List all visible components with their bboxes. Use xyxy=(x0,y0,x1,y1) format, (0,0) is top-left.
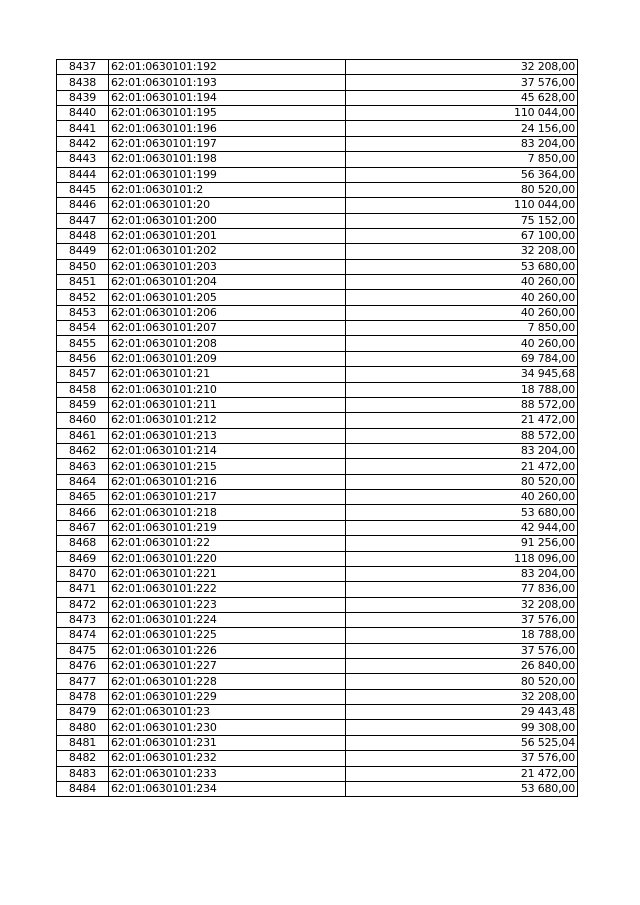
row-number-cell: 8457 xyxy=(57,367,109,382)
row-number-cell: 8448 xyxy=(57,228,109,243)
table-row xyxy=(57,720,578,735)
value-cell: 32 208,00 xyxy=(346,689,578,704)
table-row xyxy=(57,751,578,766)
table-row xyxy=(57,351,578,366)
row-number-cell: 8475 xyxy=(57,643,109,658)
cadastral-number-cell: 62:01:0630101:211 xyxy=(109,397,346,412)
cadastral-number-cell: 62:01:0630101:210 xyxy=(109,382,346,397)
table-row xyxy=(57,443,578,458)
row-number-cell: 8437 xyxy=(57,60,109,75)
table-row xyxy=(57,597,578,612)
table-row xyxy=(57,336,578,351)
row-number-cell: 8449 xyxy=(57,244,109,259)
table-row xyxy=(57,136,578,151)
value-cell: 110 044,00 xyxy=(346,106,578,121)
value-cell: 53 680,00 xyxy=(346,259,578,274)
row-number-cell: 8447 xyxy=(57,213,109,228)
cadastral-number-cell: 62:01:0630101:230 xyxy=(109,720,346,735)
cadastral-number-cell: 62:01:0630101:220 xyxy=(109,551,346,566)
value-cell: 21 472,00 xyxy=(346,766,578,781)
row-number-cell: 8444 xyxy=(57,167,109,182)
value-cell: 32 208,00 xyxy=(346,244,578,259)
row-number-cell: 8480 xyxy=(57,720,109,735)
row-number-cell: 8466 xyxy=(57,505,109,520)
row-number-cell: 8451 xyxy=(57,275,109,290)
row-number-cell: 8439 xyxy=(57,90,109,105)
value-cell: 75 152,00 xyxy=(346,213,578,228)
table-row xyxy=(57,735,578,750)
row-number-cell: 8463 xyxy=(57,459,109,474)
value-cell: 110 044,00 xyxy=(346,198,578,213)
table-row xyxy=(57,305,578,320)
row-number-cell: 8442 xyxy=(57,136,109,151)
value-cell: 37 576,00 xyxy=(346,612,578,627)
value-cell: 18 788,00 xyxy=(346,382,578,397)
table-row xyxy=(57,536,578,551)
cadastral-number-cell: 62:01:0630101:2 xyxy=(109,182,346,197)
value-cell: 40 260,00 xyxy=(346,336,578,351)
cadastral-number-cell: 62:01:0630101:206 xyxy=(109,305,346,320)
value-cell: 37 576,00 xyxy=(346,751,578,766)
value-cell: 88 572,00 xyxy=(346,397,578,412)
row-number-cell: 8460 xyxy=(57,413,109,428)
row-number-cell: 8452 xyxy=(57,290,109,305)
row-number-cell: 8456 xyxy=(57,351,109,366)
cadastral-number-cell: 62:01:0630101:23 xyxy=(109,705,346,720)
table-row xyxy=(57,259,578,274)
table-row xyxy=(57,766,578,781)
table-row xyxy=(57,505,578,520)
cadastral-number-cell: 62:01:0630101:212 xyxy=(109,413,346,428)
row-number-cell: 8477 xyxy=(57,674,109,689)
value-cell: 26 840,00 xyxy=(346,659,578,674)
value-cell: 53 680,00 xyxy=(346,505,578,520)
table-row xyxy=(57,474,578,489)
cadastral-number-cell: 62:01:0630101:21 xyxy=(109,367,346,382)
table-row xyxy=(57,60,578,75)
row-number-cell: 8443 xyxy=(57,152,109,167)
value-cell: 40 260,00 xyxy=(346,290,578,305)
row-number-cell: 8465 xyxy=(57,490,109,505)
row-number-cell: 8446 xyxy=(57,198,109,213)
cadastral-number-cell: 62:01:0630101:199 xyxy=(109,167,346,182)
table-row xyxy=(57,413,578,428)
cadastral-number-cell: 62:01:0630101:213 xyxy=(109,428,346,443)
cadastral-number-cell: 62:01:0630101:228 xyxy=(109,674,346,689)
table-row xyxy=(57,90,578,105)
cadastral-number-cell: 62:01:0630101:200 xyxy=(109,213,346,228)
value-cell: 99 308,00 xyxy=(346,720,578,735)
table-row xyxy=(57,659,578,674)
table-row xyxy=(57,367,578,382)
table-row xyxy=(57,121,578,136)
value-cell: 29 443,48 xyxy=(346,705,578,720)
cadastral-number-cell: 62:01:0630101:201 xyxy=(109,228,346,243)
value-cell: 56 364,00 xyxy=(346,167,578,182)
row-number-cell: 8471 xyxy=(57,582,109,597)
cadastral-number-cell: 62:01:0630101:208 xyxy=(109,336,346,351)
value-cell: 18 788,00 xyxy=(346,628,578,643)
row-number-cell: 8462 xyxy=(57,443,109,458)
row-number-cell: 8455 xyxy=(57,336,109,351)
value-cell: 32 208,00 xyxy=(346,60,578,75)
cadastral-number-cell: 62:01:0630101:234 xyxy=(109,781,346,796)
cadastral-number-cell: 62:01:0630101:231 xyxy=(109,735,346,750)
value-cell: 42 944,00 xyxy=(346,520,578,535)
table-row xyxy=(57,612,578,627)
table-row xyxy=(57,275,578,290)
row-number-cell: 8453 xyxy=(57,305,109,320)
value-cell: 45 628,00 xyxy=(346,90,578,105)
cadastral-number-cell: 62:01:0630101:207 xyxy=(109,321,346,336)
table-row xyxy=(57,198,578,213)
cadastral-number-cell: 62:01:0630101:227 xyxy=(109,659,346,674)
table-row xyxy=(57,213,578,228)
row-number-cell: 8467 xyxy=(57,520,109,535)
row-number-cell: 8458 xyxy=(57,382,109,397)
table-row xyxy=(57,228,578,243)
row-number-cell: 8476 xyxy=(57,659,109,674)
row-number-cell: 8445 xyxy=(57,182,109,197)
row-number-cell: 8454 xyxy=(57,321,109,336)
cadastral-number-cell: 62:01:0630101:20 xyxy=(109,198,346,213)
table-row xyxy=(57,182,578,197)
table-row xyxy=(57,244,578,259)
value-cell: 56 525,04 xyxy=(346,735,578,750)
table-row xyxy=(57,705,578,720)
value-cell: 83 204,00 xyxy=(346,136,578,151)
row-number-cell: 8469 xyxy=(57,551,109,566)
table-row xyxy=(57,397,578,412)
cadastral-number-cell: 62:01:0630101:226 xyxy=(109,643,346,658)
value-cell: 32 208,00 xyxy=(346,597,578,612)
cadastral-number-cell: 62:01:0630101:202 xyxy=(109,244,346,259)
value-cell: 40 260,00 xyxy=(346,490,578,505)
cadastral-number-cell: 62:01:0630101:223 xyxy=(109,597,346,612)
table-row xyxy=(57,106,578,121)
table-row xyxy=(57,490,578,505)
table-row xyxy=(57,628,578,643)
table-row xyxy=(57,321,578,336)
value-cell: 80 520,00 xyxy=(346,182,578,197)
value-cell: 67 100,00 xyxy=(346,228,578,243)
cadastral-number-cell: 62:01:0630101:221 xyxy=(109,566,346,581)
value-cell: 7 850,00 xyxy=(346,321,578,336)
cadastral-number-cell: 62:01:0630101:232 xyxy=(109,751,346,766)
cadastral-number-cell: 62:01:0630101:229 xyxy=(109,689,346,704)
cadastral-number-cell: 62:01:0630101:216 xyxy=(109,474,346,489)
cadastral-number-cell: 62:01:0630101:195 xyxy=(109,106,346,121)
value-cell: 83 204,00 xyxy=(346,566,578,581)
table-row xyxy=(57,582,578,597)
value-cell: 34 945,68 xyxy=(346,367,578,382)
value-cell: 21 472,00 xyxy=(346,459,578,474)
cadastral-number-cell: 62:01:0630101:222 xyxy=(109,582,346,597)
cadastral-value-table xyxy=(56,59,578,797)
value-cell: 69 784,00 xyxy=(346,351,578,366)
row-number-cell: 8470 xyxy=(57,566,109,581)
table-row xyxy=(57,167,578,182)
table-row xyxy=(57,643,578,658)
table-row xyxy=(57,551,578,566)
cadastral-number-cell: 62:01:0630101:214 xyxy=(109,443,346,458)
value-cell: 88 572,00 xyxy=(346,428,578,443)
row-number-cell: 8483 xyxy=(57,766,109,781)
row-number-cell: 8441 xyxy=(57,121,109,136)
table-row xyxy=(57,674,578,689)
row-number-cell: 8440 xyxy=(57,106,109,121)
cadastral-number-cell: 62:01:0630101:193 xyxy=(109,75,346,90)
table-row xyxy=(57,75,578,90)
cadastral-number-cell: 62:01:0630101:205 xyxy=(109,290,346,305)
cadastral-number-cell: 62:01:0630101:192 xyxy=(109,60,346,75)
cadastral-number-cell: 62:01:0630101:203 xyxy=(109,259,346,274)
table-row xyxy=(57,520,578,535)
value-cell: 91 256,00 xyxy=(346,536,578,551)
cadastral-number-cell: 62:01:0630101:225 xyxy=(109,628,346,643)
cadastral-number-cell: 62:01:0630101:215 xyxy=(109,459,346,474)
row-number-cell: 8481 xyxy=(57,735,109,750)
table-row xyxy=(57,566,578,581)
cadastral-number-cell: 62:01:0630101:219 xyxy=(109,520,346,535)
table-row xyxy=(57,152,578,167)
row-number-cell: 8438 xyxy=(57,75,109,90)
value-cell: 80 520,00 xyxy=(346,474,578,489)
value-cell: 83 204,00 xyxy=(346,443,578,458)
value-cell: 37 576,00 xyxy=(346,643,578,658)
value-cell: 53 680,00 xyxy=(346,781,578,796)
cadastral-number-cell: 62:01:0630101:224 xyxy=(109,612,346,627)
value-cell: 37 576,00 xyxy=(346,75,578,90)
value-cell: 7 850,00 xyxy=(346,152,578,167)
row-number-cell: 8474 xyxy=(57,628,109,643)
value-cell: 77 836,00 xyxy=(346,582,578,597)
table-row xyxy=(57,290,578,305)
cadastral-number-cell: 62:01:0630101:194 xyxy=(109,90,346,105)
row-number-cell: 8468 xyxy=(57,536,109,551)
cadastral-number-cell: 62:01:0630101:197 xyxy=(109,136,346,151)
row-number-cell: 8461 xyxy=(57,428,109,443)
cadastral-number-cell: 62:01:0630101:204 xyxy=(109,275,346,290)
row-number-cell: 8479 xyxy=(57,705,109,720)
cadastral-number-cell: 62:01:0630101:196 xyxy=(109,121,346,136)
row-number-cell: 8450 xyxy=(57,259,109,274)
value-cell: 40 260,00 xyxy=(346,305,578,320)
row-number-cell: 8464 xyxy=(57,474,109,489)
row-number-cell: 8482 xyxy=(57,751,109,766)
row-number-cell: 8478 xyxy=(57,689,109,704)
table-row xyxy=(57,428,578,443)
value-cell: 80 520,00 xyxy=(346,674,578,689)
cadastral-number-cell: 62:01:0630101:218 xyxy=(109,505,346,520)
cadastral-number-cell: 62:01:0630101:198 xyxy=(109,152,346,167)
row-number-cell: 8484 xyxy=(57,781,109,796)
value-cell: 24 156,00 xyxy=(346,121,578,136)
table-body xyxy=(57,60,578,797)
row-number-cell: 8473 xyxy=(57,612,109,627)
table-row xyxy=(57,781,578,796)
value-cell: 21 472,00 xyxy=(346,413,578,428)
cadastral-number-cell: 62:01:0630101:233 xyxy=(109,766,346,781)
table-row xyxy=(57,382,578,397)
table-row xyxy=(57,689,578,704)
table-row xyxy=(57,459,578,474)
cadastral-number-cell: 62:01:0630101:22 xyxy=(109,536,346,551)
row-number-cell: 8472 xyxy=(57,597,109,612)
cadastral-number-cell: 62:01:0630101:217 xyxy=(109,490,346,505)
value-cell: 40 260,00 xyxy=(346,275,578,290)
value-cell: 118 096,00 xyxy=(346,551,578,566)
cadastral-number-cell: 62:01:0630101:209 xyxy=(109,351,346,366)
row-number-cell: 8459 xyxy=(57,397,109,412)
